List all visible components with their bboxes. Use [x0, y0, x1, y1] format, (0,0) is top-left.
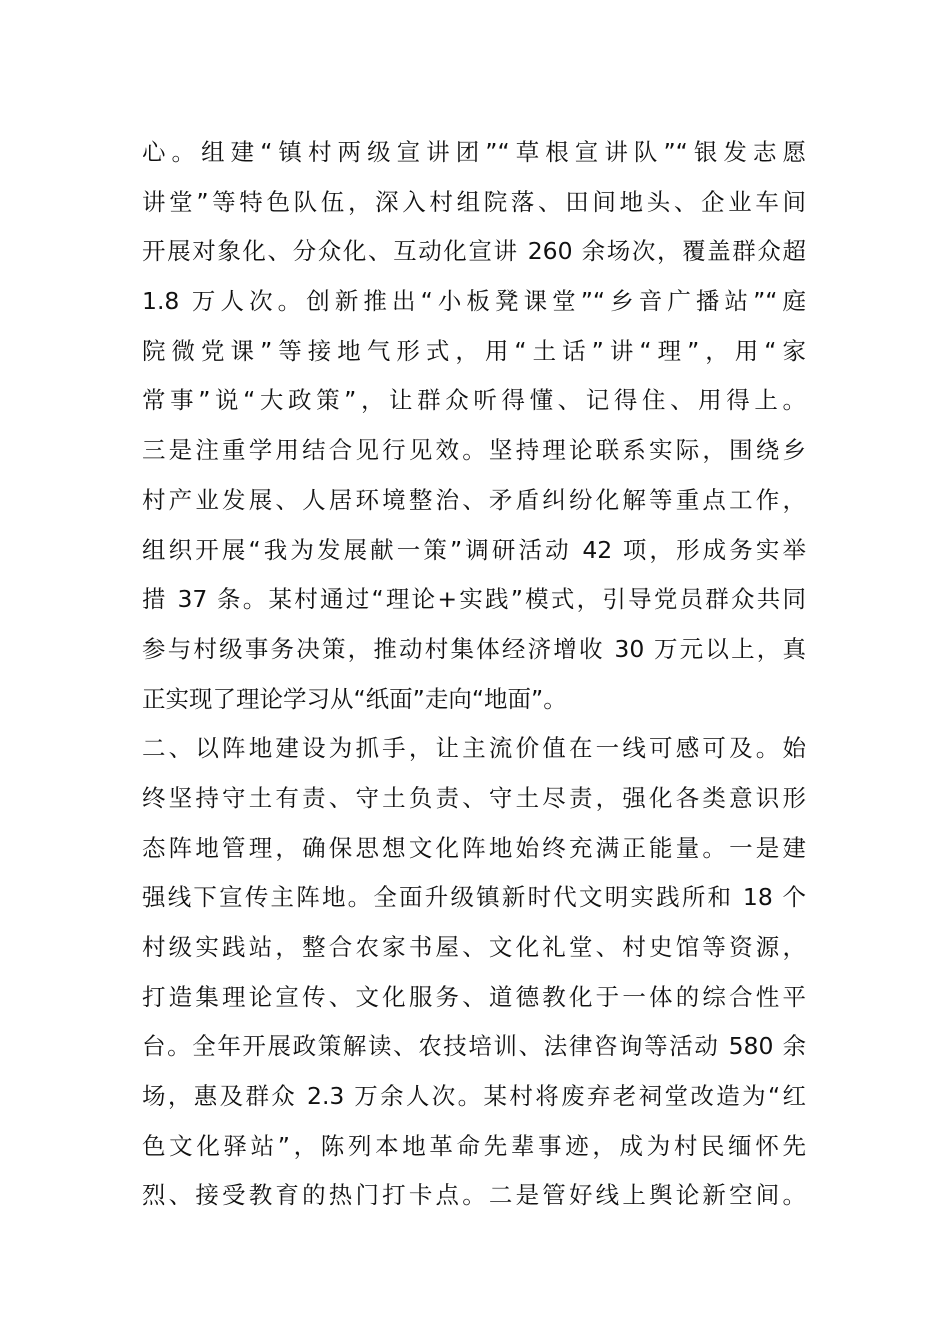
text-line: 终坚持守土有责、守土负责、守土尽责，强化各类意识形	[142, 783, 806, 812]
section-heading-line: 二、以阵地建设为抓手，让主流价值在一线可感可及。始	[142, 734, 806, 763]
text-line: 参与村级事务决策，推动村集体经济增收 30 万元以上，真	[142, 634, 806, 663]
text-line: 色文化驿站”，陈列本地革命先辈事迹，成为村民缅怀先	[142, 1131, 806, 1160]
text-line: 打造集理论宣传、文化服务、道德教化于一体的综合性平	[142, 982, 806, 1011]
text-line: 组织开展“我为发展献一策”调研活动 42 项，形成务实举	[142, 535, 806, 564]
text-line: 台。全年开展政策解读、农技培训、法律咨询等活动 580 余	[142, 1032, 806, 1061]
text-line: 村产业发展、人居环境整治、矛盾纠纷化解等重点工作，	[142, 485, 806, 514]
text-line: 正实现了理论学习从“纸面”走向“地面”。	[142, 684, 567, 713]
text-line: 讲堂”等特色队伍，深入村组院落、田间地头、企业车间	[142, 187, 806, 216]
text-line: 1.8 万人次。创新推出“小板凳课堂”“乡音广播站”“庭	[142, 287, 806, 316]
text-line: 三是注重学用结合见行见效。坚持理论联系实际，围绕乡	[142, 436, 806, 465]
text-line: 院微党课”等接地气形式，用“土话”讲“理”，用“家	[142, 336, 806, 365]
text-line: 常事”说“大政策”，让群众听得懂、记得住、用得上。	[142, 386, 806, 415]
text-line: 烈、接受教育的热门打卡点。二是管好线上舆论新空间。	[142, 1181, 806, 1210]
document-body	[142, 128, 806, 1221]
text-line: 心。组建“镇村两级宣讲团”“草根宣讲队”“银发志愿	[142, 138, 806, 166]
text-line: 态阵地管理，确保思想文化阵地始终充满正能量。一是建	[142, 833, 806, 862]
text-line: 村级实践站，整合农家书屋、文化礼堂、村史馆等资源，	[142, 933, 806, 961]
text-line: 开展对象化、分众化、互动化宣讲 260 余场次，覆盖群众超	[142, 237, 806, 266]
text-line: 措 37 条。某村通过“理论+实践”模式，引导党员群众共同	[142, 585, 806, 614]
text-line: 强线下宣传主阵地。全面升级镇新时代文明实践所和 18 个	[142, 883, 806, 912]
text-line: 场，惠及群众 2.3 万余人次。某村将废弃老祠堂改造为“红	[142, 1082, 806, 1111]
